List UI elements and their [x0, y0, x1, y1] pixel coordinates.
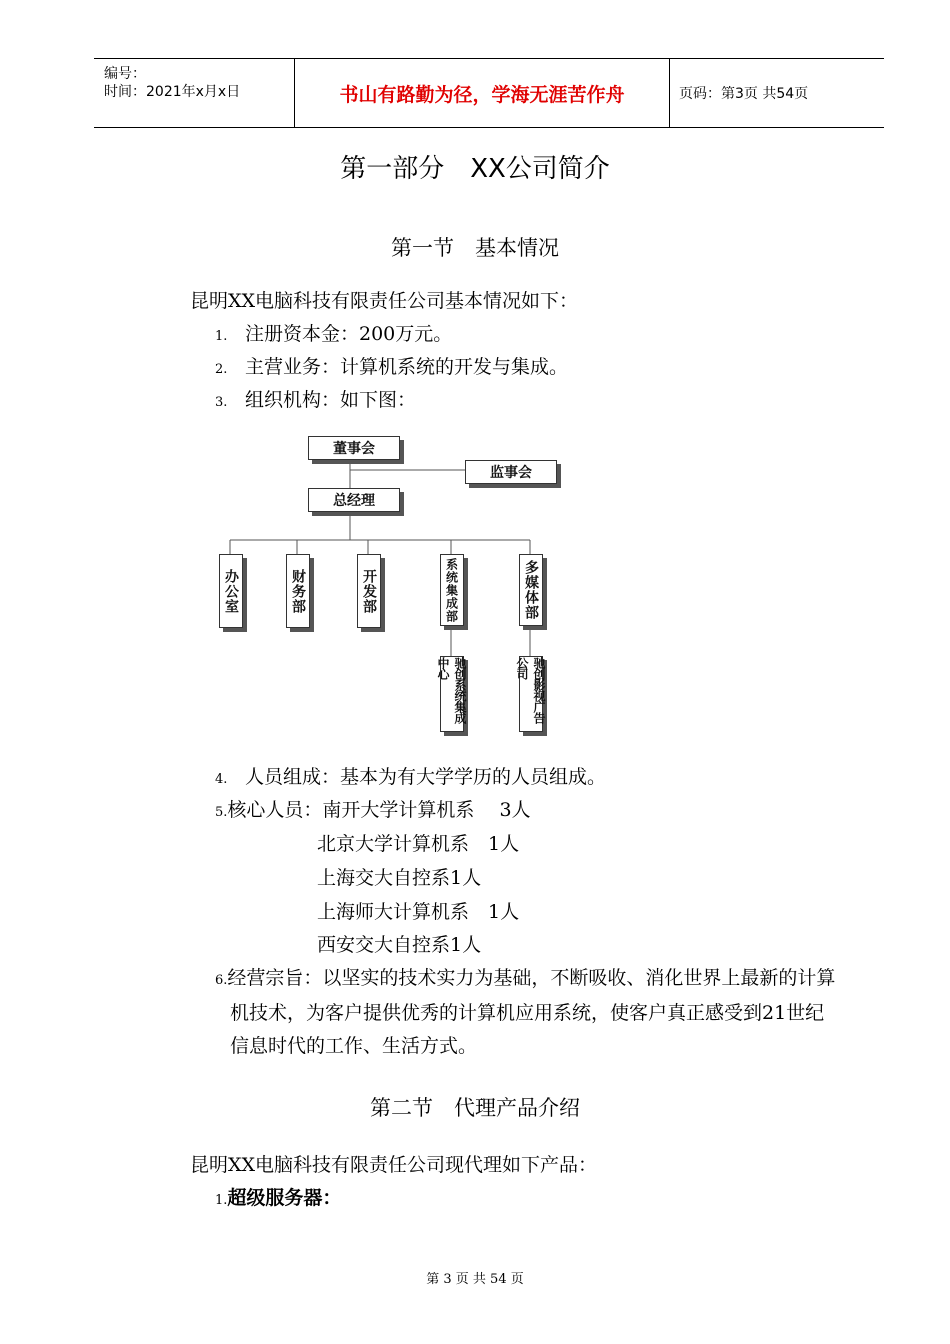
org-box-dept: 多媒体部	[519, 554, 543, 626]
page-footer: 第 3 页 共 54 页	[426, 1272, 524, 1287]
core-staff-line: 北京大学计算机系 1人	[317, 833, 520, 855]
list-item: 1.超级服务器：	[215, 1187, 342, 1209]
list-item: 1. 注册资本金：200万元。	[215, 323, 453, 345]
motto: 书山有路勤为径，学海无涯苦作舟	[294, 59, 670, 127]
page-header	[94, 58, 884, 128]
org-box-dept: 办公室	[219, 554, 243, 628]
list-item: 4. 人员组成：基本为有大学学历的人员组成。	[215, 766, 607, 788]
org-box-sub: 驰创影视广告公司	[519, 656, 543, 732]
org-box-supervisors: 监事会	[465, 460, 557, 484]
org-box-board: 董事会	[308, 436, 400, 460]
core-staff-line: 上海师大计算机系 1人	[317, 901, 520, 923]
list-item: 5.核心人员：南开大学计算机系 3人	[215, 799, 531, 821]
business-purpose: 6.经营宗旨：以坚实的技术实力为基础，不断吸收、消化世界上最新的计算机技术，为客户提供优秀的计算机应用系统，使客户真正感受到21世纪信息时代的工作、生活方式。	[215, 967, 836, 1057]
org-chart	[200, 430, 580, 740]
number-label: 编号：	[104, 66, 146, 82]
section1-intro: 昆明XX电脑科技有限责任公司基本情况如下：	[190, 290, 579, 312]
core-staff-line: 西安交大自控系1人	[317, 934, 482, 956]
org-box-gm: 总经理	[308, 488, 400, 512]
page-info: 页码：第3页 共54页	[679, 86, 809, 102]
org-box-dept: 财务部	[286, 554, 310, 628]
core-staff-line: 上海交大自控系1人	[317, 867, 482, 889]
section2-heading: 第二节 代理产品介绍	[370, 1096, 580, 1120]
list-item: 2. 主营业务：计算机系统的开发与集成。	[215, 356, 569, 378]
header-meta	[94, 59, 294, 127]
time-label: 时间：2021年x月x日	[104, 84, 241, 100]
org-box-dept: 开发部	[357, 554, 381, 628]
section2-intro: 昆明XX电脑科技有限责任公司现代理如下产品：	[190, 1154, 598, 1176]
org-box-sub: 驰创系统集成中心	[440, 656, 464, 732]
page-title: 第一部分 XX公司简介	[340, 154, 610, 184]
section1-heading: 第一节 基本情况	[391, 236, 559, 260]
org-box-dept: 系统集成部	[440, 554, 464, 626]
list-item: 3. 组织机构：如下图：	[215, 389, 417, 411]
